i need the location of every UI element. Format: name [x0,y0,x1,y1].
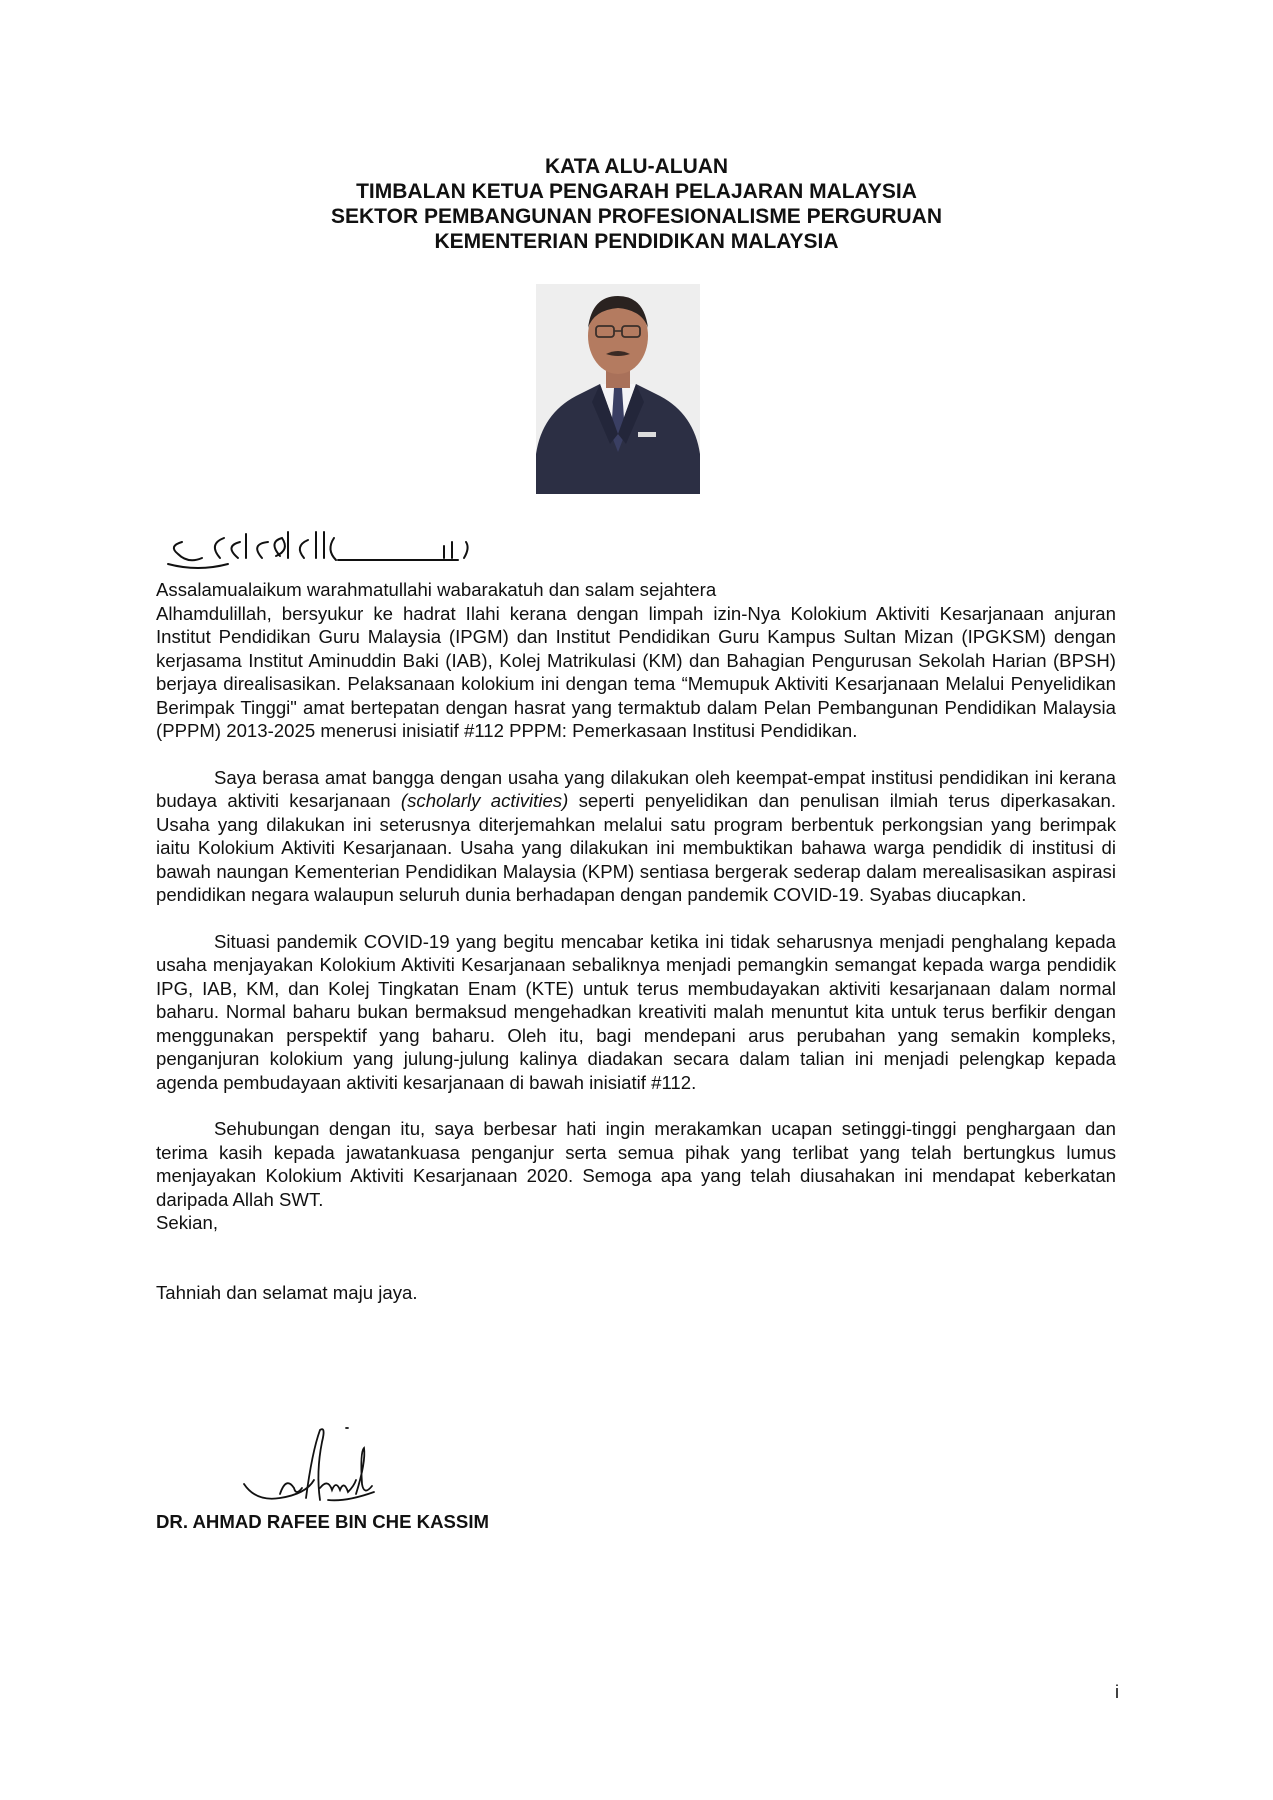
paragraph-2 [156,766,1116,907]
paragraph-1: Alhamdulillah, bersyukur ke hadrat Ilahi kerana dengan limpah izin-Nya Kolokium Aktiviti Kesarjanaan anjuran Institut Pendidikan Guru Malaysia (IPGM) dan Institut Pendidikan Guru Kampus Sultan Mizan (IPGKSM) dengan kerjasama Institut Aminuddin Baki (IAB), Kolej Matrikulasi (KM) dan Bahagian Pengurusan Sekolah Harian (BPSH) berjaya direalisasikan. Pelaksanaan kolokium ini dengan tema “Memupuk Aktiviti Kesarjanaan Melalui Penyelidikan Berimpak Tinggi" amat bertepatan dengan hasrat yang termaktub dalam Pelan Pembangunan Pendidikan Malaysia (PPPM) 2013-2025 menerusi inisiatif #112 PPPM: Pemerkasaan Institusi Pendidikan. [156,602,1116,741]
paragraph-2-text-b: seperti penyelidikan dan penulisan ilmiah terus diperkasakan. Usaha yang dilakukan ini seterusnya diterjemahkan melalui satu program berbentuk perkongsian yang berimpak iaitu Kolokium Aktiviti Kesarjanaan. Usaha yang dilakukan ini membuktikan bahawa warga pendidik di institusi di bawah naungan Kementerian Pendidikan Malaysia (KPM) sentiasa bergerak sederap dalam merealisasikan aspirasi pendidikan negara walaupun seluruh dunia berhadapan dengan pandemik COVID-19. Syabas diucapkan. [156,790,1116,905]
heading-line-2: TIMBALAN KETUA PENGARAH PELAJARAN MALAYSIA [356,180,917,203]
closing-tahniah: Tahniah dan selamat maju jaya. [156,1281,418,1303]
paragraph-3: Situasi pandemik COVID-19 yang begitu mencabar ketika ini tidak seharusnya menjadi penghalang kepada usaha menjayakan Kolokium Aktiviti Kesarjanaan sebaliknya menjadi pemangkin semangat kepada warga pendidik IPG, IAB, KM, dan Kolej Tingkatan Enam (KTE) untuk terus membudayakan aktiviti kesarjanaan dalam normal baharu. Normal baharu bukan bermaksud mengehadkan kreativiti malah menuntut kita untuk terus berfikir dengan menggunakan perspektif yang baharu. Oleh itu, bagi mendepani arus perubahan yang semakin kompleks, penganjuran kolokium yang julung-julung kalinya diadakan secara dalam talian ini menjadi pelengkap kepada agenda pembudayaan aktiviti kesarjanaan di bawah inisiatif #112. [156,930,1116,1093]
paragraph-2-italic: (scholarly activities) [400,790,569,811]
document-heading [0,154,1273,254]
portrait-photo [536,284,700,494]
closing-sekian: Sekian, [156,1212,219,1233]
paragraph-4: Sehubungan dengan itu, saya berbesar hati ingin merakamkan ucapan setinggi-tinggi penghargaan dan terima kasih kepada jawatankuasa penganjur serta semua pihak yang terlibat yang telah bertungkus lumus menjayakan Kolokium Aktiviti Kesarjanaan 2020. Semoga apa yang telah diusahakan ini mendapat keberkatan daripada Allah SWT. [156,1118,1116,1210]
heading-line-3: SEKTOR PEMBANGUNAN PROFESIONALISME PERGURUAN [331,205,942,228]
greeting: Assalamualaikum warahmatullahi wabarakatuh dan salam sejahtera [156,579,717,600]
bismillah-calligraphy [158,524,478,574]
heading-line-4: KEMENTERIAN PENDIDIKAN MALAYSIA [434,230,839,253]
heading-line-1: KATA ALU-ALUAN [544,155,729,178]
paragraph-2-text-a: Saya berasa amat bangga dengan usaha yang dilakukan oleh keempat-empat institusi pendidikan ini kerana budaya aktiviti kesarjanaan [156,766,1116,811]
handwritten-signature [236,1422,411,1510]
signer-name: DR. AHMAD RAFEE BIN CHE KASSIM [156,1511,489,1532]
letter-body [156,578,1116,1304]
page-number: i [1115,1682,1119,1702]
